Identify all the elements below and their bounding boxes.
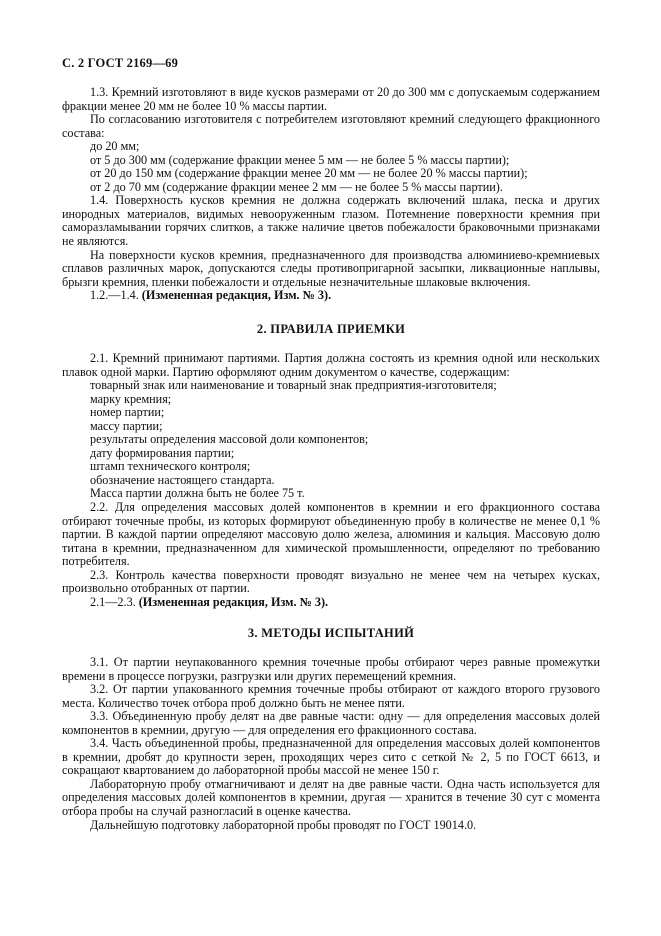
amendment-note-2	[62, 596, 600, 610]
amendment-range: 2.1—2.3.	[90, 594, 136, 609]
document-list-item: марку кремния;	[90, 391, 172, 406]
paragraph-surface: На поверхности кусков кремния, предназначенного для производства алюминиево-кремниевых сплавов различных марок, допускаются следы противопригарной засыпки, ликвационные наплывы, брызги кремния, пленки побежалости и отдельные незначительные шлаковые включения.	[62, 247, 600, 289]
paragraph-3-1: 3.1. От партии неупакованного кремния точечные пробы отбирают через равные промежутки времени в процессе погрузки, разгрузки или других перемещений кремния.	[62, 655, 600, 683]
document-list-item: дату формирования партии;	[90, 445, 235, 460]
document-list-item: обозначение настоящего стандарта.	[90, 472, 275, 487]
amendment-label: (Измененная редакция, Изм. № 3).	[138, 594, 329, 609]
paragraph-1-4: 1.4. Поверхность кусков кремния не должна содержать включений шлака, песка и других инородных материалов, видимых невооруженным глазом. Потемнение поверхности кремния при саморазламывании горячих слитков, а также наличие цветов побежалости браковочными признаками не являются.	[62, 193, 600, 249]
section-3-title: 3. МЕТОДЫ ИСПЫТАНИЙ	[247, 626, 415, 640]
amendment-label: (Измененная редакция, Изм. № 3).	[141, 288, 332, 303]
paragraph-further-prep: Дальнейшую подготовку лабораторной пробы проводят по ГОСТ 19014.0.	[90, 817, 477, 832]
section-2-title: 2. ПРАВИЛА ПРИЕМКИ	[256, 322, 406, 336]
paragraph-2-1: 2.1. Кремний принимают партиями. Партия должна состоять из кремния одной или нескольких плавок одной марки. Партию оформляют одним документом о качестве, содержащим:	[62, 351, 600, 379]
section-1-text	[62, 86, 600, 303]
fraction-item: от 20 до 150 мм (содержание фракции менее 20 мм — не более 20 % массы партии);	[90, 166, 528, 181]
section-3-text	[62, 656, 600, 832]
paragraph-2-3: 2.3. Контроль качества поверхности проводят визуально не менее чем на четырех кусках, произвольно отобранных от партии.	[62, 567, 600, 596]
section-2-text	[62, 352, 600, 609]
document-list-item: массу партии;	[90, 418, 163, 433]
fraction-item: от 5 до 300 мм (содержание фракции менее 5 мм — не более 5 % массы партии);	[90, 152, 510, 167]
page-header: С. 2 ГОСТ 2169—69	[62, 56, 179, 70]
paragraph-3-4: 3.4. Часть объединенной пробы, предназначенной для определения массовых долей компонентов в кремнии, дробят до крупности зерен, проходящих через сито с сеткой № 2, 5 по ГОСТ 6613, и сокращают квартованием до лабораторной пробы массой не менее 150 г.	[62, 736, 600, 778]
paragraph-3-2: 3.2. От партии упакованного кремния точечные пробы отбирают от каждого второго грузового места. Количество точек отбора проб должно быть не менее пяти.	[62, 682, 600, 710]
document-list-item: результаты определения массовой доли компонентов;	[90, 432, 369, 447]
document-list-item: номер партии;	[90, 405, 165, 420]
paragraph-2-2: 2.2. Для определения массовых долей компонентов в кремнии и его фракционного состава отбирают точечные пробы, из которых формируют объединенную пробу в количестве не менее 0,1 % партии. В каждой партии определяют массовую долю железа, алюминия и кальция. Массовую долю титана в кремнии, предназначенном для химической промышленности, определяют по требованию потребителя.	[62, 500, 600, 569]
document-list-item: Масса партии должна быть не более 75 т.	[90, 486, 305, 501]
amendment-note-1	[62, 289, 600, 303]
document-list-item: штамп технического контроля;	[90, 459, 251, 474]
fraction-item: до 20 мм;	[90, 139, 140, 154]
fraction-item: от 2 до 70 мм (содержание фракции менее 2 мм — не более 5 % массы партии).	[90, 179, 503, 194]
paragraph-1-3: 1.3. Кремний изготовляют в виде кусков размерами от 20 до 300 мм с допускаемым содержанием фракции менее 20 мм не более 10 % массы партии.	[62, 85, 600, 113]
paragraph-fraction-intro: По согласованию изготовителя с потребителем изготовляют кремний следующего фракционного состава:	[62, 112, 600, 140]
paragraph-3-3: 3.3. Объединенную пробу делят на две равные части: одну — для определения массовых долей компонентов в кремнии, другую — для определения его фракционного состава.	[62, 709, 600, 737]
paragraph-lab-sample: Лабораторную пробу отмагничивают и делят на две равные части. Одна часть используется для определения массовых долей компонентов в кремнии, другая — хранится в течение 30 сут с момента отбора пробы на случай разногласий в оценке качества.	[62, 776, 600, 819]
amendment-range: 1.2.—1.4.	[90, 288, 139, 303]
document-list-item: товарный знак или наименование и товарный знак предприятия-изготовителя;	[90, 378, 497, 393]
